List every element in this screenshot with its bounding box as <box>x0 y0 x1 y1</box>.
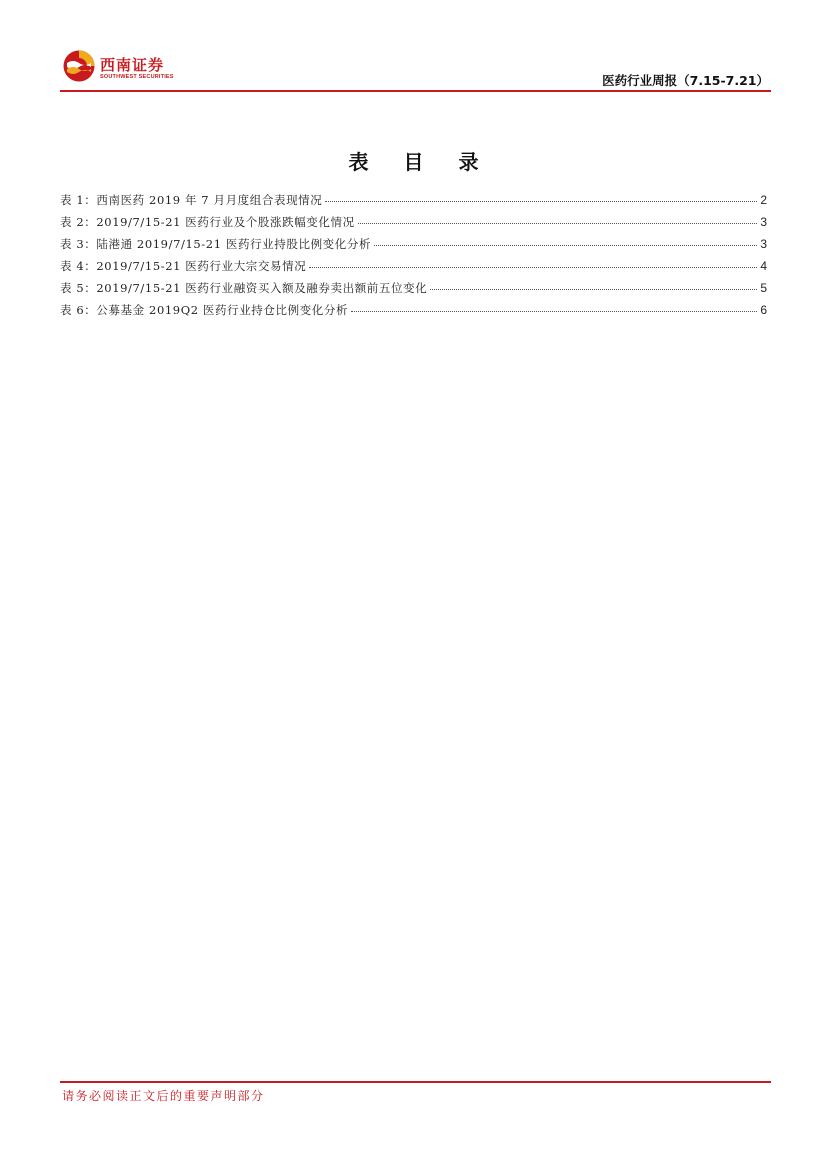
toc-entry-title: 表 3：陆港通 2019/7/15-21 医药行业持股比例变化分析 <box>60 237 372 251</box>
southwest-securities-logo-icon <box>63 50 95 82</box>
table-of-tables <box>60 192 767 324</box>
toc-entry-table-2[interactable] <box>60 214 767 236</box>
toc-leader-dots <box>430 289 757 290</box>
toc-page-number: 3 <box>760 215 767 229</box>
footer-divider <box>60 1081 771 1083</box>
toc-page-number: 5 <box>760 281 767 295</box>
toc-leader-dots <box>351 311 757 312</box>
toc-page-number: 6 <box>760 303 767 317</box>
toc-leader-dots <box>309 267 757 268</box>
toc-leader-dots <box>358 223 758 224</box>
toc-entry-title: 表 4：2019/7/15-21 医药行业大宗交易情况 <box>60 259 307 273</box>
toc-entry-table-3[interactable] <box>60 236 767 258</box>
toc-leader-dots <box>325 201 757 202</box>
toc-page-number: 3 <box>760 237 767 251</box>
toc-heading: 表 目 录 <box>348 150 493 174</box>
toc-entry-table-6[interactable] <box>60 302 767 324</box>
toc-entry-table-5[interactable] <box>60 280 767 302</box>
toc-entry-title: 表 5：2019/7/15-21 医药行业融资买入额及融券卖出额前五位变化 <box>60 281 428 295</box>
toc-page-number: 2 <box>760 193 767 207</box>
logo-chinese-name: 西南证券 <box>100 56 165 74</box>
toc-entry-title: 表 1：西南医药 2019 年 7 月月度组合表现情况 <box>60 193 323 207</box>
company-logo <box>63 50 183 86</box>
toc-page-number: 4 <box>760 259 767 273</box>
page-header <box>60 48 771 92</box>
footer-disclaimer: 请务必阅读正文后的重要声明部分 <box>62 1089 265 1103</box>
logo-english-name: SOUTHWEST SECURITIES <box>100 74 174 80</box>
header-divider <box>60 90 771 92</box>
toc-leader-dots <box>374 245 757 246</box>
toc-entry-title: 表 2：2019/7/15-21 医药行业及个股涨跌幅变化情况 <box>60 215 355 229</box>
toc-entry-table-1[interactable] <box>60 192 767 214</box>
toc-entry-title: 表 6：公募基金 2019Q2 医药行业持仓比例变化分析 <box>60 303 349 317</box>
toc-entry-table-4[interactable] <box>60 258 767 280</box>
report-title: 医药行业周报（7.15-7.21） <box>602 73 769 88</box>
